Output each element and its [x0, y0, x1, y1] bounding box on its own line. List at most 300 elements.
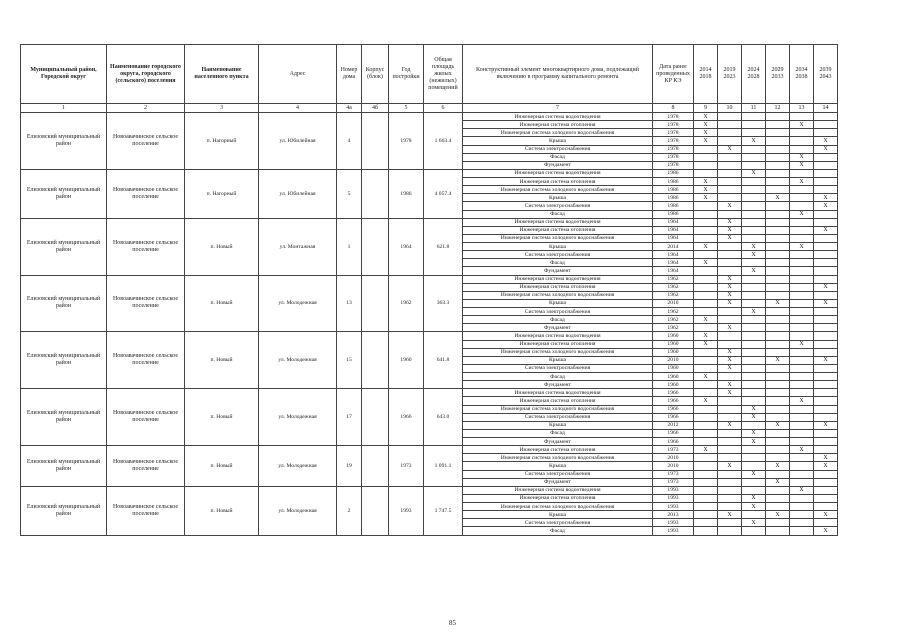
- period-mark-cell: [694, 429, 718, 437]
- period-mark-cell: [766, 429, 790, 437]
- prev-repair-date-cell: 2010: [653, 356, 694, 364]
- prev-repair-date-cell: 1986: [653, 202, 694, 210]
- house-number-cell: 4: [337, 113, 362, 170]
- period-mark-cell: [742, 381, 766, 389]
- period-mark-cell: [790, 324, 814, 332]
- period-mark-cell: [742, 186, 766, 194]
- period-mark-cell: [742, 356, 766, 364]
- col-number: 8: [653, 104, 694, 113]
- period-mark-cell: X: [814, 137, 838, 145]
- period-mark-cell: [718, 251, 742, 259]
- period-mark-cell: [766, 413, 790, 421]
- period-mark-cell: [766, 234, 790, 242]
- element-cell: Инженерная система отопления: [463, 226, 653, 234]
- period-mark-cell: X: [790, 210, 814, 218]
- period-mark-cell: X: [718, 389, 742, 397]
- period-mark-cell: [742, 478, 766, 486]
- element-cell: Крыша: [463, 421, 653, 429]
- prev-repair-date-cell: 1978: [653, 145, 694, 153]
- house-number-cell: 1: [337, 218, 362, 275]
- settlement-cell: Новоавачинское сельское поселение: [107, 113, 185, 170]
- period-mark-cell: X: [814, 421, 838, 429]
- period-mark-cell: X: [790, 161, 814, 169]
- period-mark-cell: [718, 113, 742, 121]
- block-cell: [362, 389, 389, 446]
- period-mark-cell: [742, 283, 766, 291]
- period-mark-cell: [790, 389, 814, 397]
- period-mark-cell: [694, 275, 718, 283]
- col-number: 1: [21, 104, 107, 113]
- period-mark-cell: X: [718, 145, 742, 153]
- period-mark-cell: X: [718, 356, 742, 364]
- period-mark-cell: [766, 202, 790, 210]
- build-year-cell: 1973: [389, 446, 424, 487]
- period-mark-cell: X: [766, 462, 790, 470]
- period-mark-cell: [694, 283, 718, 291]
- period-mark-cell: [718, 169, 742, 177]
- period-mark-cell: [742, 397, 766, 405]
- period-mark-cell: [790, 413, 814, 421]
- period-mark-cell: X: [814, 194, 838, 202]
- build-year-cell: 1964: [389, 218, 424, 275]
- period-mark-cell: X: [790, 397, 814, 405]
- build-year-cell: 1966: [389, 389, 424, 446]
- col-number: 2: [107, 104, 185, 113]
- prev-repair-date-cell: 1986: [653, 194, 694, 202]
- period-mark-cell: [790, 494, 814, 502]
- period-mark-cell: [766, 340, 790, 348]
- period-mark-cell: [814, 413, 838, 421]
- period-mark-cell: [718, 446, 742, 454]
- house-number-cell: 19: [337, 446, 362, 487]
- header-period-5: 2034 2038: [790, 45, 814, 104]
- element-cell: Система электроснабжения: [463, 251, 653, 259]
- period-mark-cell: [742, 194, 766, 202]
- period-mark-cell: X: [814, 283, 838, 291]
- period-mark-cell: X: [814, 511, 838, 519]
- prev-repair-date-cell: 1964: [653, 267, 694, 275]
- period-mark-cell: [718, 405, 742, 413]
- period-mark-cell: [742, 218, 766, 226]
- period-mark-cell: [766, 291, 790, 299]
- period-mark-cell: [790, 226, 814, 234]
- period-mark-cell: [718, 178, 742, 186]
- period-mark-cell: X: [694, 446, 718, 454]
- area-cell: 1 747.5: [424, 486, 463, 535]
- prev-repair-date-cell: 1962: [653, 316, 694, 324]
- period-mark-cell: [790, 145, 814, 153]
- col-number: 11: [742, 104, 766, 113]
- period-mark-cell: [814, 153, 838, 161]
- table-row: [21, 446, 838, 454]
- prev-repair-date-cell: 1993: [653, 527, 694, 535]
- period-mark-cell: [742, 486, 766, 494]
- period-mark-cell: [766, 364, 790, 372]
- element-cell: Инженерная система холодного водоснабжения: [463, 129, 653, 137]
- period-mark-cell: [742, 145, 766, 153]
- period-mark-cell: [790, 405, 814, 413]
- period-mark-cell: X: [742, 470, 766, 478]
- period-mark-cell: [814, 234, 838, 242]
- period-mark-cell: [694, 454, 718, 462]
- settlement-cell: Новоавачинское сельское поселение: [107, 169, 185, 218]
- period-mark-cell: [814, 186, 838, 194]
- period-mark-cell: X: [718, 283, 742, 291]
- period-mark-cell: [742, 462, 766, 470]
- period-mark-cell: [742, 340, 766, 348]
- period-mark-cell: [790, 267, 814, 275]
- period-mark-cell: [814, 397, 838, 405]
- period-mark-cell: [814, 486, 838, 494]
- period-mark-cell: X: [718, 421, 742, 429]
- area-cell: 363.3: [424, 275, 463, 332]
- period-mark-cell: [694, 234, 718, 242]
- period-mark-cell: X: [694, 129, 718, 137]
- element-cell: Инженерная система холодного водоснабжения: [463, 405, 653, 413]
- column-number-row: [21, 104, 838, 113]
- block-cell: [362, 169, 389, 218]
- period-mark-cell: [814, 113, 838, 121]
- period-mark-cell: [694, 145, 718, 153]
- period-mark-cell: [766, 454, 790, 462]
- period-mark-cell: [718, 413, 742, 421]
- period-mark-cell: [718, 243, 742, 251]
- house-number-cell: 5: [337, 169, 362, 218]
- build-year-cell: 1978: [389, 113, 424, 170]
- period-mark-cell: [742, 316, 766, 324]
- period-mark-cell: [694, 348, 718, 356]
- period-mark-cell: X: [814, 356, 838, 364]
- prev-repair-date-cell: 1960: [653, 332, 694, 340]
- period-mark-cell: [718, 438, 742, 446]
- period-mark-cell: [742, 527, 766, 535]
- period-mark-cell: [790, 429, 814, 437]
- prev-repair-date-cell: 1973: [653, 470, 694, 478]
- header-block: Корпус (блок): [362, 45, 389, 104]
- period-mark-cell: [766, 486, 790, 494]
- element-cell: Инженерная система отопления: [463, 340, 653, 348]
- period-mark-cell: X: [694, 316, 718, 324]
- period-mark-cell: [694, 324, 718, 332]
- period-mark-cell: [694, 226, 718, 234]
- period-mark-cell: X: [790, 243, 814, 251]
- locality-cell: п. Новый: [185, 446, 259, 487]
- period-mark-cell: [694, 470, 718, 478]
- period-mark-cell: X: [742, 137, 766, 145]
- period-mark-cell: [742, 332, 766, 340]
- block-cell: [362, 332, 389, 389]
- period-mark-cell: [814, 364, 838, 372]
- prev-repair-date-cell: 1978: [653, 121, 694, 129]
- period-mark-cell: [790, 251, 814, 259]
- period-mark-cell: [814, 291, 838, 299]
- element-cell: Крыша: [463, 194, 653, 202]
- period-mark-cell: [790, 275, 814, 283]
- period-mark-cell: [766, 210, 790, 218]
- prev-repair-date-cell: 1966: [653, 429, 694, 437]
- period-mark-cell: X: [790, 486, 814, 494]
- period-mark-cell: [718, 454, 742, 462]
- address-cell: ул. Юбилейная: [259, 169, 337, 218]
- period-mark-cell: [718, 527, 742, 535]
- table-row: [21, 389, 838, 397]
- table-row: [21, 275, 838, 283]
- element-cell: Система электроснабжения: [463, 413, 653, 421]
- address-cell: ул. Молодежная: [259, 332, 337, 389]
- period-mark-cell: [790, 299, 814, 307]
- header-element: Конструктивный элемент многоквартирного дома, подлежащий включению в программу капитального ремонта: [463, 45, 653, 104]
- header-prev-date: Дата ранее проведенных КР КЭ: [653, 45, 694, 104]
- element-cell: Система электроснабжения: [463, 308, 653, 316]
- period-mark-cell: [790, 308, 814, 316]
- period-mark-cell: [766, 438, 790, 446]
- element-cell: Система электроснабжения: [463, 364, 653, 372]
- period-mark-cell: [766, 161, 790, 169]
- period-mark-cell: X: [694, 137, 718, 145]
- period-mark-cell: [790, 356, 814, 364]
- period-mark-cell: [814, 169, 838, 177]
- district-cell: Елизовский муниципальный район: [21, 446, 107, 487]
- period-mark-cell: [766, 267, 790, 275]
- period-mark-cell: [742, 348, 766, 356]
- district-cell: Елизовский муниципальный район: [21, 275, 107, 332]
- block-cell: [362, 486, 389, 535]
- table-row: [21, 169, 838, 177]
- period-mark-cell: [694, 438, 718, 446]
- period-mark-cell: [718, 316, 742, 324]
- header-district: Муниципальный район, Городской округ: [21, 45, 107, 104]
- period-mark-cell: X: [814, 202, 838, 210]
- period-mark-cell: X: [694, 113, 718, 121]
- element-cell: Система электроснабжения: [463, 202, 653, 210]
- house-number-cell: 2: [337, 486, 362, 535]
- period-mark-cell: [742, 129, 766, 137]
- period-mark-cell: X: [766, 511, 790, 519]
- period-mark-cell: [694, 267, 718, 275]
- period-mark-cell: [718, 340, 742, 348]
- prev-repair-date-cell: 1962: [653, 275, 694, 283]
- period-mark-cell: [790, 373, 814, 381]
- period-mark-cell: [814, 389, 838, 397]
- period-mark-cell: [694, 405, 718, 413]
- period-mark-cell: [694, 413, 718, 421]
- period-mark-cell: [742, 291, 766, 299]
- district-cell: Елизовский муниципальный район: [21, 486, 107, 535]
- element-cell: Инженерная система холодного водоснабжения: [463, 348, 653, 356]
- period-mark-cell: X: [694, 121, 718, 129]
- period-mark-cell: [694, 494, 718, 502]
- element-cell: Инженерная система отопления: [463, 121, 653, 129]
- period-mark-cell: [814, 446, 838, 454]
- period-mark-cell: [718, 308, 742, 316]
- period-mark-cell: [790, 527, 814, 535]
- element-cell: Фасад: [463, 259, 653, 267]
- period-mark-cell: [718, 137, 742, 145]
- col-number: 6: [424, 104, 463, 113]
- address-cell: ул. Монтажная: [259, 218, 337, 275]
- locality-cell: п. Новый: [185, 332, 259, 389]
- period-mark-cell: [814, 308, 838, 316]
- period-mark-cell: [790, 470, 814, 478]
- period-mark-cell: [766, 373, 790, 381]
- element-cell: Инженерная система водоотведения: [463, 275, 653, 283]
- element-cell: Крыша: [463, 462, 653, 470]
- col-number: 5: [389, 104, 424, 113]
- prev-repair-date-cell: 1962: [653, 324, 694, 332]
- period-mark-cell: [718, 121, 742, 129]
- period-mark-cell: X: [766, 421, 790, 429]
- period-mark-cell: [694, 356, 718, 364]
- period-mark-cell: X: [742, 413, 766, 421]
- period-mark-cell: [766, 251, 790, 259]
- element-cell: Фасад: [463, 429, 653, 437]
- period-mark-cell: X: [742, 405, 766, 413]
- period-mark-cell: [742, 373, 766, 381]
- period-mark-cell: [790, 316, 814, 324]
- prev-repair-date-cell: 1978: [653, 137, 694, 145]
- build-year-cell: 1993: [389, 486, 424, 535]
- period-mark-cell: [814, 251, 838, 259]
- period-mark-cell: [694, 169, 718, 177]
- prev-repair-date-cell: 1966: [653, 397, 694, 405]
- period-mark-cell: X: [718, 202, 742, 210]
- period-mark-cell: [694, 421, 718, 429]
- period-mark-cell: [790, 137, 814, 145]
- element-cell: Крыша: [463, 511, 653, 519]
- period-mark-cell: X: [814, 226, 838, 234]
- period-mark-cell: [742, 275, 766, 283]
- period-mark-cell: [694, 381, 718, 389]
- element-cell: Система электроснабжения: [463, 519, 653, 527]
- period-mark-cell: [718, 186, 742, 194]
- element-cell: Фундамент: [463, 267, 653, 275]
- element-cell: Фундамент: [463, 381, 653, 389]
- period-mark-cell: X: [814, 527, 838, 535]
- period-mark-cell: [694, 527, 718, 535]
- period-mark-cell: [790, 421, 814, 429]
- header-period-4: 2029 2033: [766, 45, 790, 104]
- period-mark-cell: [694, 308, 718, 316]
- build-year-cell: 1986: [389, 169, 424, 218]
- period-mark-cell: [790, 332, 814, 340]
- period-mark-cell: [814, 243, 838, 251]
- period-mark-cell: X: [718, 218, 742, 226]
- area-cell: 643.0: [424, 389, 463, 446]
- period-mark-cell: [694, 511, 718, 519]
- period-mark-cell: [814, 381, 838, 389]
- table-row: [21, 218, 838, 226]
- prev-repair-date-cell: 1973: [653, 446, 694, 454]
- period-mark-cell: [766, 308, 790, 316]
- period-mark-cell: [742, 364, 766, 372]
- col-number: 7: [463, 104, 653, 113]
- period-mark-cell: [790, 348, 814, 356]
- period-mark-cell: [766, 381, 790, 389]
- period-mark-cell: [814, 470, 838, 478]
- district-cell: Елизовский муниципальный район: [21, 389, 107, 446]
- period-mark-cell: [742, 389, 766, 397]
- period-mark-cell: X: [742, 494, 766, 502]
- period-mark-cell: [790, 169, 814, 177]
- address-cell: ул. Молодежная: [259, 486, 337, 535]
- house-number-cell: 17: [337, 389, 362, 446]
- prev-repair-date-cell: 1964: [653, 226, 694, 234]
- element-cell: Инженерная система водоотведения: [463, 332, 653, 340]
- period-mark-cell: [718, 332, 742, 340]
- period-mark-cell: [742, 210, 766, 218]
- col-number: 12: [766, 104, 790, 113]
- settlement-cell: Новоавачинское сельское поселение: [107, 332, 185, 389]
- period-mark-cell: X: [766, 478, 790, 486]
- prev-repair-date-cell: 1964: [653, 234, 694, 242]
- period-mark-cell: [790, 454, 814, 462]
- period-mark-cell: [766, 226, 790, 234]
- prev-repair-date-cell: 1962: [653, 308, 694, 316]
- prev-repair-date-cell: 2013: [653, 511, 694, 519]
- period-mark-cell: X: [814, 299, 838, 307]
- period-mark-cell: [694, 478, 718, 486]
- period-mark-cell: [694, 251, 718, 259]
- element-cell: Инженерная система отопления: [463, 446, 653, 454]
- build-year-cell: 1962: [389, 275, 424, 332]
- period-mark-cell: [742, 178, 766, 186]
- prev-repair-date-cell: 1960: [653, 373, 694, 381]
- period-mark-cell: [742, 121, 766, 129]
- period-mark-cell: [790, 519, 814, 527]
- header-period-6: 2039 2043: [814, 45, 838, 104]
- period-mark-cell: [814, 405, 838, 413]
- period-mark-cell: [694, 210, 718, 218]
- period-mark-cell: [742, 454, 766, 462]
- house-number-cell: 15: [337, 332, 362, 389]
- period-mark-cell: [814, 316, 838, 324]
- prev-repair-date-cell: 1966: [653, 389, 694, 397]
- header-year: Год постройки: [389, 45, 424, 104]
- period-mark-cell: X: [742, 429, 766, 437]
- element-cell: Крыша: [463, 137, 653, 145]
- period-mark-cell: X: [742, 438, 766, 446]
- address-cell: ул. Юбилейная: [259, 113, 337, 170]
- prev-repair-date-cell: 1986: [653, 210, 694, 218]
- col-number: 4а: [337, 104, 362, 113]
- address-cell: ул. Молодежная: [259, 275, 337, 332]
- period-mark-cell: [814, 373, 838, 381]
- period-mark-cell: [814, 340, 838, 348]
- element-cell: Фундамент: [463, 161, 653, 169]
- prev-repair-date-cell: 2014: [653, 243, 694, 251]
- prev-repair-date-cell: 2012: [653, 421, 694, 429]
- settlement-cell: Новоавачинское сельское поселение: [107, 389, 185, 446]
- period-mark-cell: X: [790, 178, 814, 186]
- header-locality: Наименование населенного пункта: [185, 45, 259, 104]
- page-number: 85: [449, 619, 456, 627]
- period-mark-cell: [718, 397, 742, 405]
- header-area: Общая площадь жилых (нежилых) помещений: [424, 45, 463, 104]
- element-cell: Инженерная система водоотведения: [463, 113, 653, 121]
- period-mark-cell: [814, 178, 838, 186]
- prev-repair-date-cell: 1964: [653, 218, 694, 226]
- period-mark-cell: [694, 299, 718, 307]
- element-cell: Инженерная система отопления: [463, 494, 653, 502]
- prev-repair-date-cell: 1960: [653, 340, 694, 348]
- period-mark-cell: [766, 470, 790, 478]
- period-mark-cell: X: [742, 503, 766, 511]
- locality-cell: п. Новый: [185, 486, 259, 535]
- period-mark-cell: [790, 259, 814, 267]
- element-cell: Фундамент: [463, 438, 653, 446]
- prev-repair-date-cell: 1993: [653, 519, 694, 527]
- period-mark-cell: [766, 348, 790, 356]
